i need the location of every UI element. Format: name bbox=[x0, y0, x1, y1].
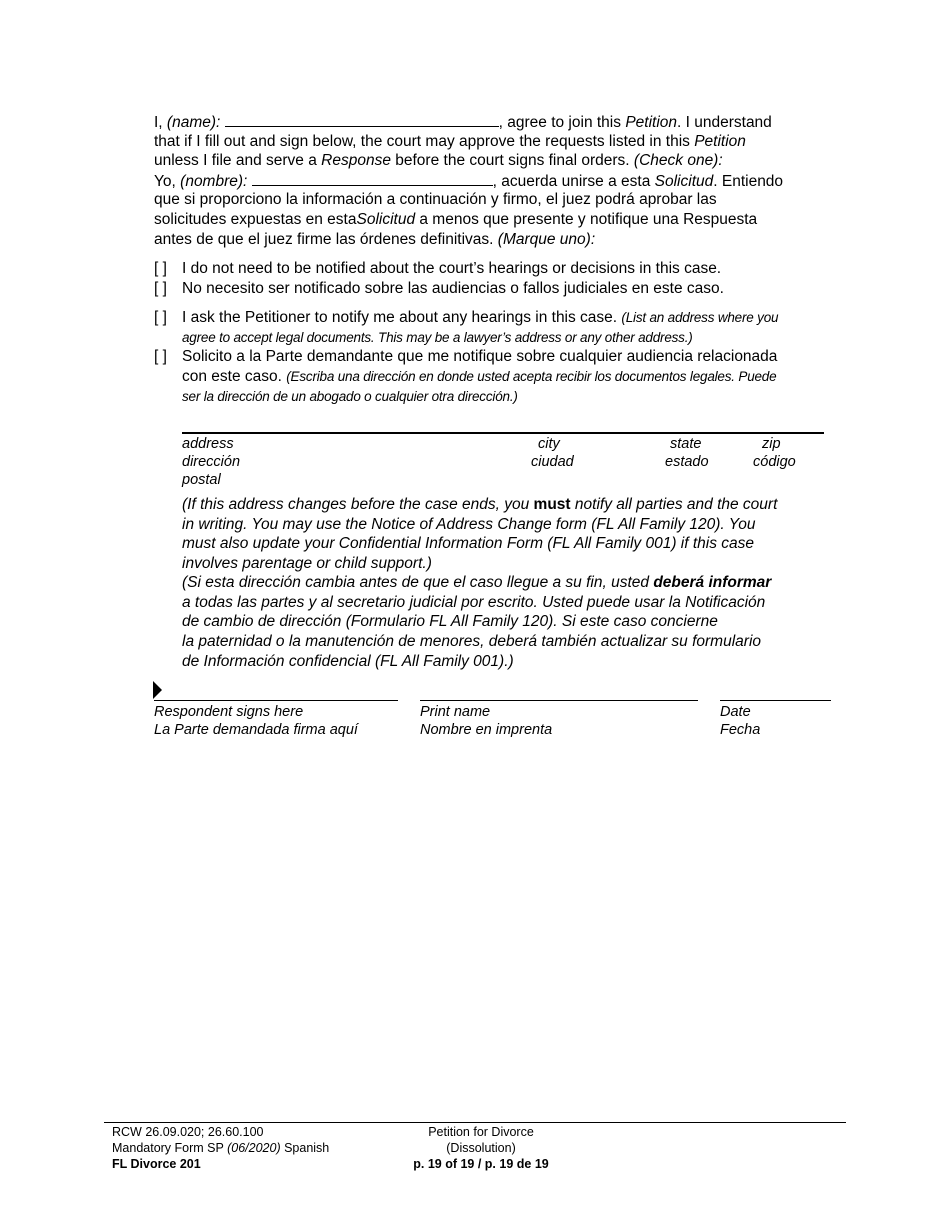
sign-here-arrow-icon bbox=[152, 680, 164, 700]
text: Spanish bbox=[280, 1141, 330, 1155]
text: deberá informar bbox=[653, 574, 772, 591]
address-note-es-3: de cambio de dirección (Formulario FL All Family 120). Si este caso concierne bbox=[182, 613, 718, 630]
text: Mandatory Form SP bbox=[112, 1141, 228, 1155]
option2-label-es2 bbox=[182, 367, 776, 387]
print-name-line[interactable] bbox=[420, 700, 698, 701]
text: I, bbox=[154, 114, 167, 131]
print-name-label: Print name bbox=[420, 704, 491, 720]
option2-note-es: ser la dirección de un abogado o cualquier otra dirección.) bbox=[182, 389, 518, 404]
text: Response bbox=[321, 152, 391, 169]
address-note-en-1 bbox=[182, 495, 777, 515]
text: (Si esta dirección cambia antes de que el caso llegue a su fin, usted bbox=[182, 574, 654, 591]
address-label-es2: postal bbox=[182, 472, 221, 488]
note: (Escriba una dirección en donde usted acepta recibir los documentos legales. Puede bbox=[286, 369, 777, 384]
text: (Check one): bbox=[633, 152, 723, 169]
text: Solicitud bbox=[654, 173, 714, 190]
state-label: state bbox=[670, 436, 702, 452]
text: con este caso. bbox=[182, 368, 287, 385]
name-blank-line[interactable] bbox=[225, 112, 499, 127]
address-input-line[interactable] bbox=[182, 432, 824, 434]
footer-page-number: p. 19 of 19 / p. 19 de 19 bbox=[413, 1157, 549, 1171]
agreement-es-line1 bbox=[154, 171, 783, 192]
option2-checkbox[interactable]: [ ] bbox=[154, 309, 167, 326]
option1-label-en: I do not need to be notified about the court’s hearings or decisions in this case. bbox=[182, 260, 722, 277]
text: before the court signs final orders. bbox=[390, 152, 634, 169]
address-note-es-1 bbox=[182, 573, 771, 593]
note: (List an address where you bbox=[621, 310, 779, 325]
footer-rcw: RCW 26.09.020; 26.60.100 bbox=[112, 1125, 264, 1139]
agreement-es-line2: que si proporciono la información a continuación y firmo, el juez podrá aprobar las bbox=[154, 191, 717, 208]
text: , agree to join this bbox=[498, 114, 626, 131]
text: I ask the Petitioner to notify me about any hearings in this case. bbox=[182, 309, 622, 326]
city-label-es: ciudad bbox=[531, 454, 574, 470]
zip-label-es: código bbox=[753, 454, 796, 470]
text: must bbox=[533, 496, 571, 513]
print-name-label-es: Nombre en imprenta bbox=[420, 722, 553, 738]
text: Petition bbox=[694, 133, 746, 150]
text: notify all parties and the court bbox=[570, 496, 778, 513]
footer-mandatory bbox=[112, 1140, 329, 1156]
text: . I understand bbox=[677, 114, 772, 131]
text: Petition bbox=[625, 114, 678, 131]
address-note-en-2: in writing. You may use the Notice of Address Change form (FL All Family 120). You bbox=[182, 516, 756, 533]
text: (06/2020) bbox=[227, 1141, 281, 1155]
footer-divider bbox=[104, 1122, 846, 1123]
signature-label: Respondent signs here bbox=[154, 704, 304, 720]
date-label-es: Fecha bbox=[720, 722, 761, 738]
name-label: (name): bbox=[166, 114, 221, 131]
footer-subtitle: (Dissolution) bbox=[446, 1141, 516, 1155]
option2-note-en: agree to accept legal documents. This may be a lawyer’s address or any other address.) bbox=[182, 330, 693, 345]
footer-form-id: FL Divorce 201 bbox=[112, 1157, 201, 1171]
text: . Entiendo bbox=[713, 173, 784, 190]
footer-title: Petition for Divorce bbox=[428, 1125, 534, 1139]
agreement-es-line4 bbox=[154, 230, 595, 250]
text: (Marque uno): bbox=[497, 231, 596, 248]
signature-line[interactable] bbox=[154, 700, 398, 701]
option1-checkbox[interactable]: [ ] bbox=[154, 260, 167, 277]
text: Solicitud bbox=[356, 211, 416, 228]
text: (If this address changes before the case ends, you bbox=[182, 496, 534, 513]
agreement-en-line3 bbox=[154, 151, 723, 171]
agreement-en-line1 bbox=[154, 112, 772, 133]
text: a menos que presente y notifique una Respuesta bbox=[415, 211, 758, 228]
text: , acuerda unirse a esta bbox=[492, 173, 655, 190]
option2-label-en bbox=[182, 308, 778, 328]
address-note-en-3: must also update your Confidential Information Form (FL All Family 001) if this case bbox=[182, 535, 755, 552]
text: unless I file and serve a bbox=[154, 152, 322, 169]
address-note-es-2: a todas las partes y al secretario judicial por escrito. Usted puede usar la Notificación bbox=[182, 594, 766, 611]
date-line[interactable] bbox=[720, 700, 831, 701]
text: antes de que el juez firme las órdenes definitivas. bbox=[154, 231, 498, 248]
address-note-en-4: involves parentage or child support.) bbox=[182, 555, 432, 572]
date-label: Date bbox=[720, 704, 751, 720]
state-label-es: estado bbox=[665, 454, 709, 470]
nombre-blank-line[interactable] bbox=[252, 171, 493, 186]
text: Yo, bbox=[154, 173, 181, 190]
agreement-en-line2 bbox=[154, 132, 746, 152]
option1-checkbox-es[interactable]: [ ] bbox=[154, 280, 167, 297]
agreement-es-line3 bbox=[154, 210, 757, 230]
address-note-es-4: la paternidad o la manutención de menores, deberá también actualizar su formulario bbox=[182, 633, 762, 650]
address-label-es: dirección bbox=[182, 454, 241, 470]
city-label: city bbox=[538, 436, 560, 452]
zip-label: zip bbox=[762, 436, 781, 452]
option2-checkbox-es[interactable]: [ ] bbox=[154, 348, 167, 365]
nombre-label: (nombre): bbox=[180, 173, 248, 190]
address-label: address bbox=[182, 436, 234, 452]
option2-label-es: Solicito a la Parte demandante que me notifique sobre cualquier audiencia relacionada bbox=[182, 348, 778, 365]
text: solicitudes expuestas en esta bbox=[154, 211, 357, 228]
signature-label-es: La Parte demandada firma aquí bbox=[154, 722, 358, 738]
option1-label-es: No necesito ser notificado sobre las audiencias o fallos judiciales en este caso. bbox=[182, 280, 724, 297]
text: that if I fill out and sign below, the court may approve the requests listed in this bbox=[154, 133, 695, 150]
address-note-es-5: de Información confidencial (FL All Family 001).) bbox=[182, 653, 514, 670]
